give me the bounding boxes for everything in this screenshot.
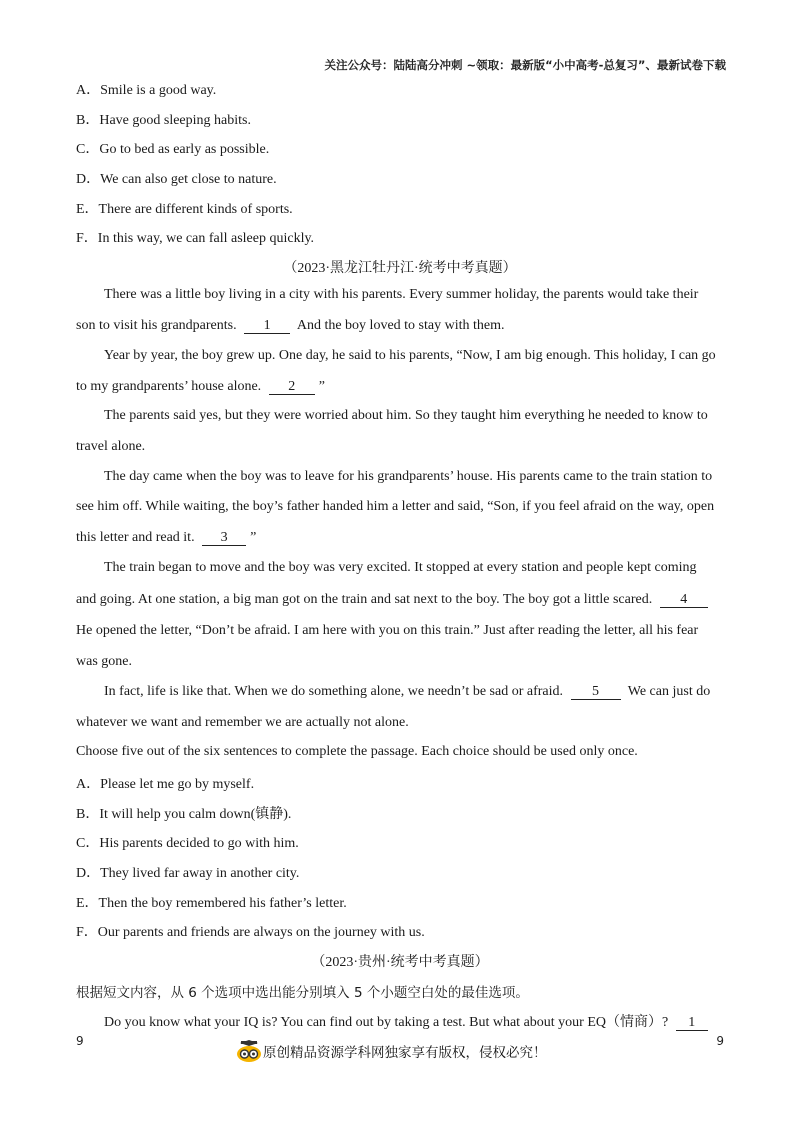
passage-line: The parents said yes, but they were worried about him. So they taught him everything he needed to know to	[104, 408, 708, 423]
option-d: D．We can also get close to nature.	[76, 172, 277, 187]
option-e: E．Then the boy remembered his father’s letter.	[76, 896, 347, 911]
passage-line: son to visit his grandparents. 1 And the boy loved to stay with them.	[76, 318, 505, 333]
source-label: （2023·贵州·统考中考真题）	[311, 955, 489, 970]
owl-logo-icon	[236, 1040, 262, 1062]
instruction-chinese: 根据短文内容，从 6 个选项中选出能分别填入 5 个小题空白处的最佳选项。	[76, 985, 529, 1001]
instruction: Choose five out of the six sentences to complete the passage. Each choice should be used only once.	[76, 744, 638, 759]
passage-line: this letter and read it. 3 ”	[76, 530, 257, 545]
option-c: C．Go to bed as early as possible.	[76, 142, 270, 157]
footer	[236, 1040, 547, 1062]
passage-line: The day came when the boy was to leave for his grandparents’ house. His parents came to the train station to	[104, 469, 713, 484]
source-label: （2023·黑龙江牡丹江·统考中考真题）	[283, 261, 517, 276]
option-e: E．There are different kinds of sports.	[76, 202, 293, 217]
passage-line: He opened the letter, “Don’t be afraid. I am here with you on this train.” Just after reading the letter, all his fear	[76, 623, 699, 638]
passage-line: Do you know what your IQ is? You can find out by taking a test. But what about your EQ（情商）? 1	[104, 1011, 712, 1031]
passage-line: In fact, life is like that. When we do something alone, we needn’t be sad or afraid. 5 We can just do	[104, 684, 711, 699]
option-a: A．Please let me go by myself.	[76, 777, 255, 792]
option-b: B．It will help you calm down(镇静).	[76, 807, 292, 822]
blank-4[interactable]: 4	[660, 593, 708, 608]
blank-2[interactable]: 2	[269, 380, 315, 395]
footer-text: 原创精品资源学科网独家享有版权，侵权必究！	[263, 1045, 547, 1061]
option-f: F．Our parents and friends are always on the journey with us.	[76, 925, 425, 940]
blank-5[interactable]: 5	[571, 685, 621, 700]
passage-line: and going. At one station, a big man got on the train and sat next to the boy. The boy got a little scared. 4	[76, 592, 712, 608]
option-c: C．His parents decided to go with him.	[76, 836, 299, 851]
passage-line: There was a little boy living in a city with his parents. Every summer holiday, the parents would take their	[104, 287, 699, 302]
blank-3[interactable]: 3	[202, 531, 246, 546]
passage-line: Year by year, the boy grew up. One day, he said to his parents, “Now, I am big enough. This holiday, I can go	[104, 348, 716, 363]
page-header: 关注公众号：陆陆高分冲刺 ~领取：最新版“小中高考-总复习”、最新试卷下载	[324, 58, 726, 72]
passage-line: to my grandparents’ house alone. 2 ”	[76, 379, 325, 394]
passage-line: The train began to move and the boy was very excited. It stopped at every station and people kept coming	[104, 560, 697, 575]
passage-line: see him off. While waiting, the boy’s father handed him a letter and said, “Son, if you feel afraid on the way, open	[76, 499, 715, 514]
passage-line: whatever we want and remember we are actually not alone.	[76, 715, 409, 730]
page-number-left: 9	[76, 1034, 84, 1048]
option-f: F．In this way, we can fall asleep quickly.	[76, 231, 315, 246]
blank-1[interactable]: 1	[676, 1016, 708, 1031]
page-number-right: 9	[716, 1034, 724, 1048]
passage-line: was gone.	[76, 654, 132, 669]
option-d: D．They lived far away in another city.	[76, 866, 300, 881]
option-a: A．Smile is a good way.	[76, 83, 217, 98]
option-b: B．Have good sleeping habits.	[76, 113, 251, 128]
blank-1[interactable]: 1	[244, 319, 290, 334]
passage-line: travel alone.	[76, 439, 146, 454]
